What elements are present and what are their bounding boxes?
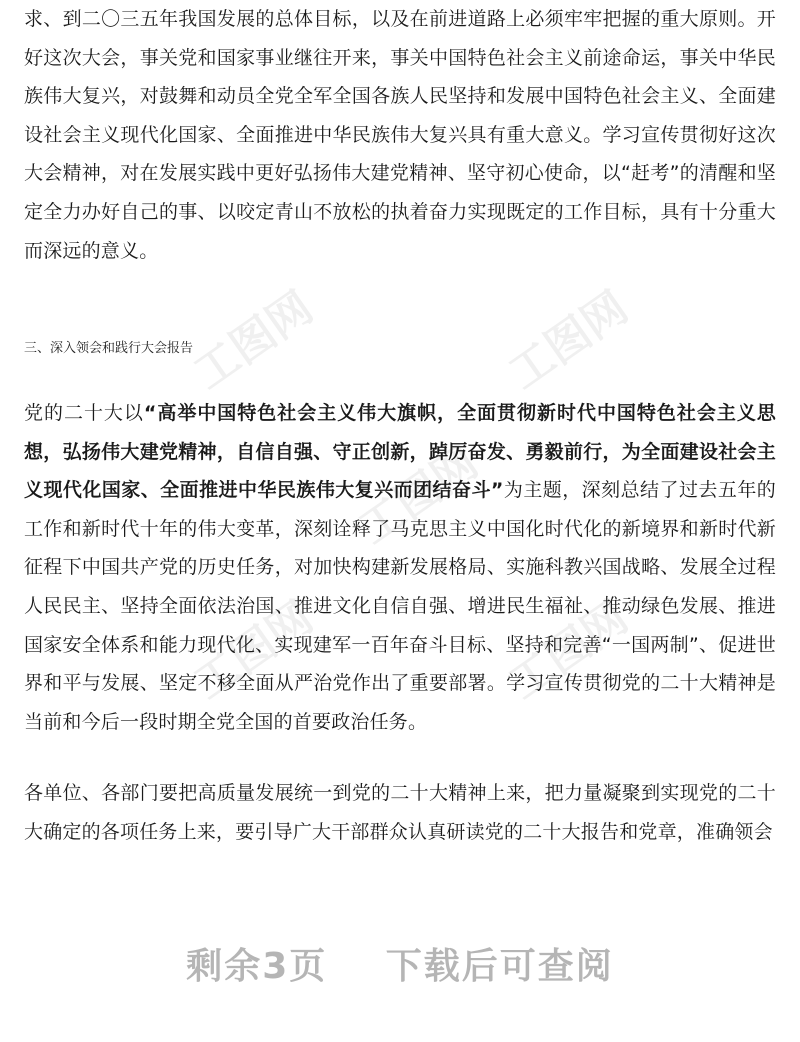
watermark: 工图网 [184, 281, 323, 400]
body-paragraph-3: 各单位、各部门要把高质量发展统一到党的二十大精神上来，把力量凝聚到实现党的二十大确定的各项任务上来，要引导广大干部群众认真研读党的二十大报告和党章，准确领会 [24, 782, 776, 843]
body-paragraph-1: 求、到二〇三五年我国发展的总体目标，以及在前进道路上必须牢牢把握的重大原则。开好这次大会，事关党和国家事业继往开来，事关中国特色社会主义前途命运，事关中华民族伟大复兴，对鼓舞和动员全党全军全国各族人民坚持和发展中国特色社会主义、全面建设社会主义现代化国家、全面推进中华民族伟大复兴具有重大意义。学习宣传贯彻好这次大会精神，对在发展实践中更好弘扬伟大建党精神、坚守初心使命，以“赶考”的清醒和坚定全力办好自己的事、以咬定青山不放松的执着奋力实现既定的工作目标，具有十分重大而深远的意义。 [24, 8, 776, 262]
watermark: 工图网 [349, 436, 488, 555]
body-paragraph-2 [24, 394, 776, 741]
remaining-pages-label: 剩余3页 [186, 946, 328, 987]
download-to-view-label: 下载后可查阅 [385, 946, 614, 987]
watermark: 工图网 [499, 281, 638, 400]
paragraph-rest: 为主题，深刻总结了过去五年的工作和新时代十年的伟大变革，深刻诠释了马克思主义中国化时代化的新境界和新时代新征程下中国共产党的历史任务，对加快构建新发展格局、实施科教兴国战略、发展全过程人民民主、坚持全面依法治国、推进文化自信自强、增进民生福祉、推动绿色发展、推进国家安全体系和能力现代化、实现建军一百年奋斗目标、坚持和完善“一国两制”、促进世界和平与发展、坚定不移全面从严治党作出了重要部署。学习宣传贯彻党的二十大精神是当前和今后一段时期全党全国的首要政治任务。 [24, 479, 776, 733]
watermark: 工图网 [184, 591, 323, 710]
download-prompt[interactable] [0, 938, 800, 989]
section-heading: 三、深入领会和践行大会报告 [24, 341, 194, 356]
theme-quote: “高举中国特色社会主义伟大旗帜，全面贯彻新时代中国特色社会主义思想，弘扬伟大建党精神，自信自强、守正创新，踔厉奋发、勇毅前行，为全面建设社会主义现代化国家、全面推进中华民族伟大复兴而团结奋斗” [24, 402, 776, 502]
paragraph-lead: 党的二十大以 [24, 402, 144, 424]
watermark: 工图网 [499, 591, 638, 710]
